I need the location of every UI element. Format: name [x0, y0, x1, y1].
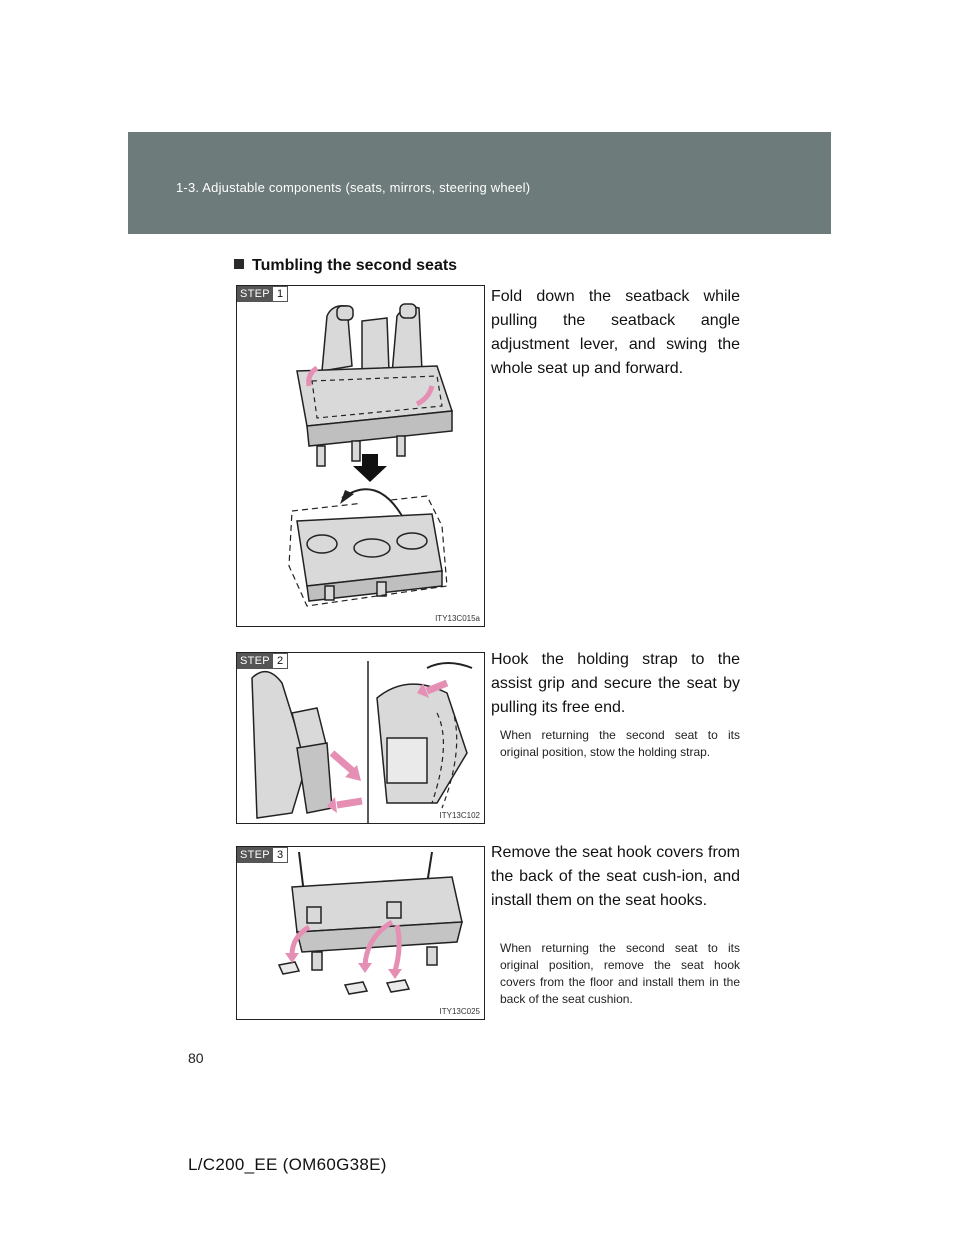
square-bullet-icon — [234, 259, 244, 269]
step-2-figure — [236, 652, 485, 824]
header-band — [128, 132, 831, 234]
step-2-note: When returning the second seat to its original position, stow the holding strap. — [500, 728, 740, 759]
step-number: 3 — [273, 847, 288, 863]
holding-strap-illustration — [237, 653, 484, 823]
section-heading-text: Tumbling the second seats — [252, 257, 458, 274]
arrow-icon — [332, 753, 355, 773]
step-number: 1 — [273, 286, 288, 302]
document-code: L/C200_EE (OM60G38E) — [188, 1155, 387, 1174]
step-3-badge — [237, 847, 288, 863]
seat-hook-covers-illustration — [237, 847, 484, 1019]
folding-seat-illustration — [237, 286, 484, 626]
step-2-text: Hook the holding strap to the assist grip and secure the seat by pulling its free end. — [491, 651, 740, 716]
step-3-note: When returning the second seat to its original position, remove the seat hook covers from the floor and install them in the back of the seat cushion. — [500, 941, 740, 1006]
step-label: STEP — [237, 286, 273, 302]
step-1-figure — [236, 285, 485, 627]
section-heading — [234, 257, 457, 275]
step-2-badge — [237, 653, 288, 669]
step-1-badge — [237, 286, 288, 302]
header-title: 1-3. Adjustable components (seats, mirrors, steering wheel) — [176, 180, 531, 195]
step-3-figure — [236, 846, 485, 1020]
step-number: 2 — [273, 653, 288, 669]
figure-code: ITY13C025 — [439, 1007, 480, 1016]
figure-code: ITY13C102 — [439, 811, 480, 820]
step-3-text: Remove the seat hook covers from the back of the seat cush-ion, and install them on the seat hooks. — [491, 844, 740, 909]
page-number: 80 — [188, 1050, 204, 1066]
step-label: STEP — [237, 653, 273, 669]
step-1-text: Fold down the seatback while pulling the seatback angle adjustment lever, and swing the whole seat up and forward. — [491, 288, 740, 377]
figure-code: ITY13C015a — [435, 614, 480, 623]
step-label: STEP — [237, 847, 273, 863]
